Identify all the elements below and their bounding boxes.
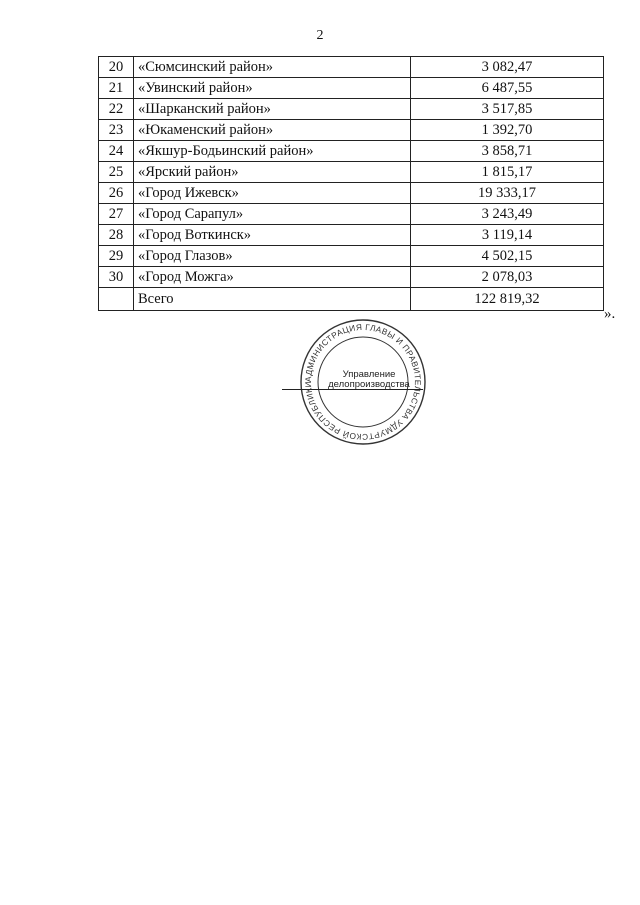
table-row (99, 141, 604, 162)
region-name: «Шарканский район» (134, 99, 411, 120)
region-value: 3 119,14 (411, 225, 604, 246)
table-row (99, 246, 604, 267)
closing-quote-mark: ». (604, 306, 616, 322)
region-value: 3 517,85 (411, 99, 604, 120)
table-row (99, 204, 604, 225)
table-row (99, 267, 604, 288)
region-name: «Город Сарапул» (134, 204, 411, 225)
region-name: «Юкаменский район» (134, 120, 411, 141)
region-value: 3 858,71 (411, 141, 604, 162)
region-name: «Город Можга» (134, 267, 411, 288)
table-row (99, 225, 604, 246)
region-value: 1 815,17 (411, 162, 604, 183)
region-name: «Город Глазов» (134, 246, 411, 267)
row-number: 24 (99, 141, 134, 162)
row-number-empty (99, 288, 134, 311)
row-number: 20 (99, 57, 134, 78)
region-name: «Ярский район» (134, 162, 411, 183)
table-row (99, 120, 604, 141)
row-number: 23 (99, 120, 134, 141)
region-value: 4 502,15 (411, 246, 604, 267)
region-value: 19 333,17 (411, 183, 604, 204)
row-number: 27 (99, 204, 134, 225)
total-row (99, 288, 604, 311)
row-number: 26 (99, 183, 134, 204)
stamp-label-line2: делопроизводства (328, 379, 410, 390)
table-row (99, 99, 604, 120)
table-row (99, 162, 604, 183)
row-number: 22 (99, 99, 134, 120)
region-name: «Город Ижевск» (134, 183, 411, 204)
region-name: «Увинский район» (134, 78, 411, 99)
row-number: 30 (99, 267, 134, 288)
row-number: 21 (99, 78, 134, 99)
table-row (99, 57, 604, 78)
regions-table (98, 56, 604, 311)
region-name: «Якшур-Бодьинский район» (134, 141, 411, 162)
region-value: 3 243,49 (411, 204, 604, 225)
svg-text:АДМИНИСТРАЦИЯ ГЛАВЫ И ПРАВИТЕЛ: АДМИНИСТРАЦИЯ ГЛАВЫ И ПРАВИТЕЛЬСТВА УДМУРТСКОЙ РЕСПУБЛИКИ (302, 321, 424, 443)
region-name: «Город Воткинск» (134, 225, 411, 246)
page-number: 2 (316, 28, 324, 43)
row-number: 28 (99, 225, 134, 246)
stamp-label-line1: Управление (342, 369, 396, 380)
region-value: 6 487,55 (411, 78, 604, 99)
row-number: 25 (99, 162, 134, 183)
table-row (99, 183, 604, 204)
region-value: 3 082,47 (411, 57, 604, 78)
total-label: Всего (134, 288, 411, 311)
total-value: 122 819,32 (411, 288, 604, 311)
region-value: 1 392,70 (411, 120, 604, 141)
table-row (99, 78, 604, 99)
region-name: «Сюмсинский район» (134, 57, 411, 78)
region-value: 2 078,03 (411, 267, 604, 288)
row-number: 29 (99, 246, 134, 267)
